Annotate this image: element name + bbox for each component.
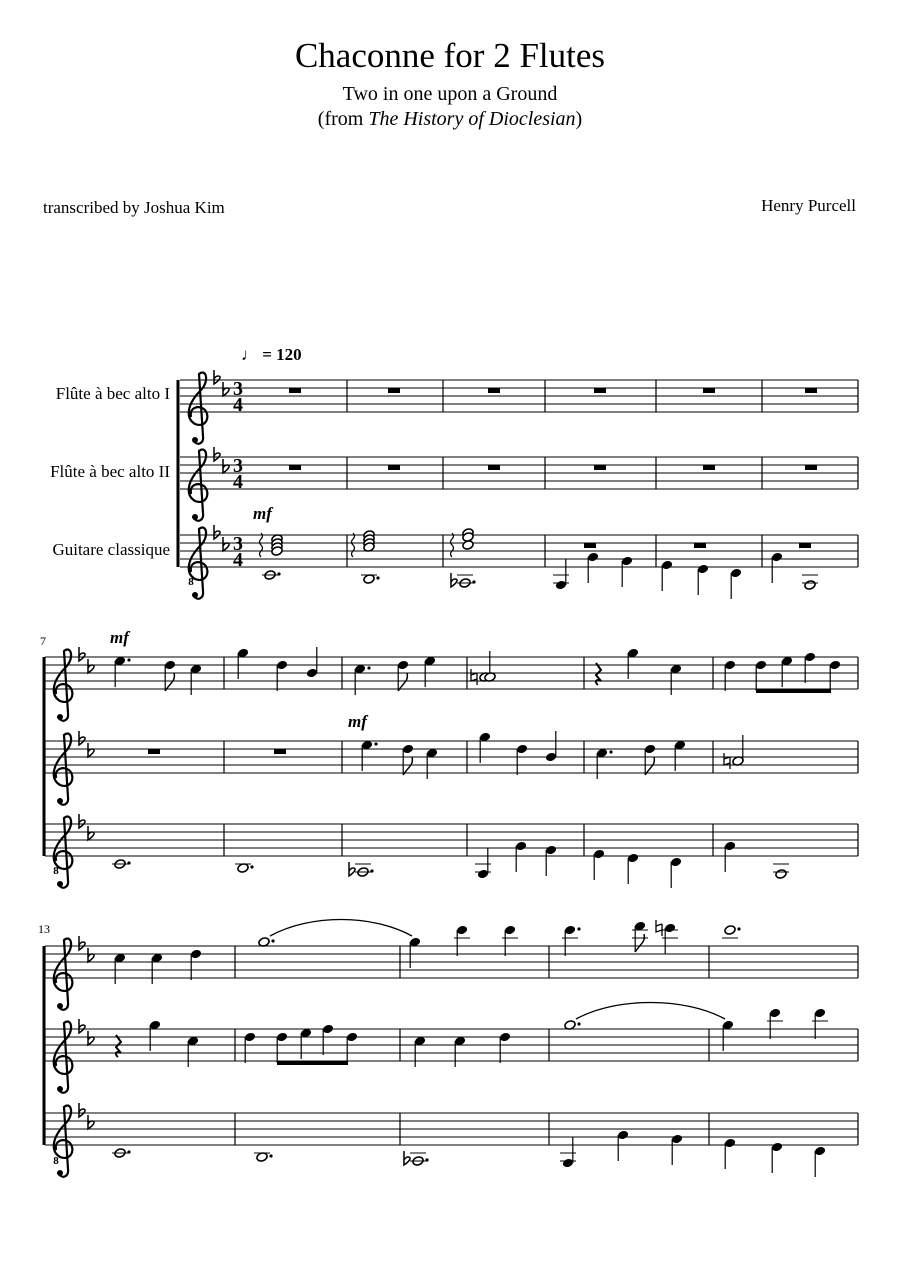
natural-icon xyxy=(724,753,730,769)
notehead xyxy=(462,540,474,551)
quarter-rest-icon xyxy=(116,1035,121,1057)
flat-icon xyxy=(404,1151,410,1165)
note-dot xyxy=(250,865,253,868)
source-work: The History of Dioclesian xyxy=(368,108,576,130)
source-prefix: (from xyxy=(317,108,369,130)
tie xyxy=(576,1003,725,1020)
flat-icon xyxy=(79,814,85,828)
measure-number: 7 xyxy=(40,634,46,648)
natural-icon xyxy=(471,669,477,685)
octave-mark: 8 xyxy=(53,1155,59,1167)
time-signature-top: 3 xyxy=(233,455,243,477)
flat-icon xyxy=(88,659,94,673)
whole-rest-icon xyxy=(805,388,817,393)
note-dot xyxy=(609,750,612,753)
note-flag xyxy=(165,673,174,691)
instrument-label-guitar: Guitare classique xyxy=(52,540,170,559)
beam xyxy=(756,689,831,693)
composer-credit: Henry Purcell xyxy=(761,196,856,215)
whole-rest-icon xyxy=(289,388,301,393)
whole-rest-icon xyxy=(388,465,400,470)
flat-icon xyxy=(214,447,220,461)
whole-rest-icon xyxy=(703,388,715,393)
page-subtitle: Two in one upon a Ground xyxy=(342,83,558,105)
flat-icon xyxy=(79,936,85,950)
beam xyxy=(277,1061,348,1065)
whole-rest-icon xyxy=(148,749,160,754)
dynamic-mf: mf xyxy=(253,504,272,523)
note-dot xyxy=(737,927,740,930)
note-dot xyxy=(374,742,377,745)
time-signature-bottom: 4 xyxy=(233,471,243,493)
notehead xyxy=(775,869,787,880)
flat-icon xyxy=(79,1103,85,1117)
arpeggio-mark xyxy=(451,533,454,557)
whole-rest-icon xyxy=(584,543,596,548)
flat-icon xyxy=(79,647,85,661)
treble-clef-icon xyxy=(54,650,73,721)
measure-number: 13 xyxy=(38,922,50,936)
note-flag xyxy=(403,757,412,775)
whole-rest-icon xyxy=(388,388,400,393)
flat-icon xyxy=(214,370,220,384)
instrument-label-flute-1: Flûte à bec alto I xyxy=(55,384,170,403)
flat-icon xyxy=(88,948,94,962)
quarter-rest-icon xyxy=(596,663,601,685)
whole-rest-icon xyxy=(805,465,817,470)
arpeggio-mark xyxy=(352,533,355,557)
flat-icon xyxy=(88,743,94,757)
flat-icon xyxy=(214,525,220,539)
treble-clef-icon xyxy=(54,734,73,805)
flat-icon xyxy=(451,573,457,587)
note-dot xyxy=(269,1154,272,1157)
treble-clef-icon xyxy=(54,1022,73,1093)
whole-rest-icon xyxy=(594,388,606,393)
treble-clef-icon xyxy=(54,939,73,1010)
tie xyxy=(270,920,412,937)
note-flag xyxy=(645,757,654,775)
note-dot xyxy=(271,939,274,942)
note-dot xyxy=(376,576,379,579)
time-signature-bottom: 4 xyxy=(233,549,243,571)
treble-clef-icon xyxy=(54,817,73,888)
notehead xyxy=(804,580,816,591)
flat-icon xyxy=(79,731,85,745)
notehead xyxy=(724,925,736,936)
octave-mark: 8 xyxy=(53,865,59,877)
flat-icon xyxy=(88,1115,94,1129)
whole-rest-icon xyxy=(703,465,715,470)
whole-rest-icon xyxy=(799,543,811,548)
whole-rest-icon xyxy=(488,388,500,393)
whole-rest-icon xyxy=(594,465,606,470)
dynamic-mf: mf xyxy=(348,712,367,731)
whole-rest-icon xyxy=(289,465,301,470)
treble-clef-icon xyxy=(189,528,208,599)
time-signature-bottom: 4 xyxy=(233,394,243,416)
note-dot xyxy=(127,658,130,661)
whole-rest-icon xyxy=(694,543,706,548)
arpeggio-mark xyxy=(260,533,263,557)
flat-icon xyxy=(223,459,229,473)
source-suffix: ) xyxy=(575,108,583,130)
note-dot xyxy=(577,1022,580,1025)
flat-icon xyxy=(88,826,94,840)
page-title: Chaconne for 2 Flutes xyxy=(294,36,606,75)
arranger-credit: transcribed by Joshua Kim xyxy=(43,198,225,217)
treble-clef-icon xyxy=(189,450,208,521)
tempo-value: = 120 xyxy=(262,345,302,364)
flat-icon xyxy=(223,537,229,551)
whole-rest-icon xyxy=(488,465,500,470)
time-signature-top: 3 xyxy=(233,533,243,555)
instrument-label-flute-2: Flûte à bec alto II xyxy=(50,462,170,481)
flat-icon xyxy=(88,1031,94,1045)
note-flag xyxy=(398,673,407,691)
time-signature-top: 3 xyxy=(233,378,243,400)
note-dot xyxy=(367,666,370,669)
quarter-note-icon: ♩ xyxy=(241,345,258,364)
flat-icon xyxy=(79,1019,85,1033)
note-dot xyxy=(577,927,580,930)
treble-clef-icon xyxy=(189,373,208,444)
dynamic-mf: mf xyxy=(110,628,129,647)
octave-mark: 8 xyxy=(188,576,194,588)
flat-icon xyxy=(223,382,229,396)
whole-rest-icon xyxy=(274,749,286,754)
natural-icon xyxy=(656,920,662,936)
note-flag xyxy=(635,934,644,952)
flat-icon xyxy=(349,862,355,876)
